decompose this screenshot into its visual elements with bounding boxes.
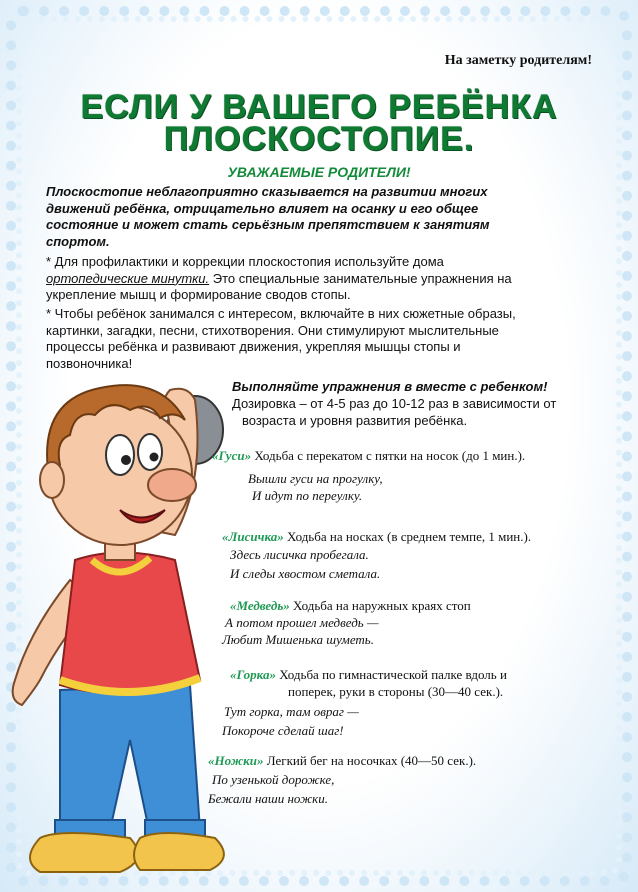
exercise-description: Ходьба по гимнастической палке вдоль и	[275, 667, 507, 682]
exercise-name: «Горка»	[230, 667, 276, 682]
exercise-fox	[222, 528, 622, 582]
poem-line: Покороче сделай шаг!	[222, 723, 344, 738]
paragraph-line: * Чтобы ребёнок занимался с интересом, включайте в них сюжетные образы,	[46, 306, 516, 321]
exercise-line: поперек, руки в стороны (30—40 сек.).	[288, 684, 504, 699]
dosage	[232, 396, 612, 429]
intro-line: спортом.	[46, 233, 110, 249]
poem-line: Тут горка, там овраг —	[224, 704, 359, 719]
exercises-title: Выполняйте упражнения в вместе с ребенком!	[232, 379, 548, 394]
exercise-bear	[222, 597, 622, 648]
exercise-name: «Медведь»	[230, 598, 290, 613]
intro-line: движений ребёнка, отрицательно влияет на осанку и его общее	[46, 200, 479, 216]
exercise-line	[212, 447, 612, 464]
exercise-description: Ходьба с перекатом с пятки на носок (до 1 мин.).	[251, 448, 526, 463]
paragraph-line: позвоночника!	[46, 355, 133, 371]
dosage-line: Дозировка – от 4-5 раз до 10-12 раз в зависимости от	[232, 396, 557, 411]
exercise-name: «Лисичка»	[222, 529, 284, 544]
exercise-name: «Ножки»	[208, 753, 264, 768]
paragraph-prevention	[46, 254, 586, 304]
header-note: На заметку родителям!	[444, 53, 592, 68]
poem-line: Бежали наши ножки.	[208, 791, 329, 806]
exercise-line	[222, 528, 622, 545]
poem-line: И следы хвостом сметала.	[230, 566, 381, 581]
exercise-description: Ходьба на наружных краях стоп	[289, 598, 471, 613]
paragraph-line: процессы ребёнка и развивают движения, укрепляя мышцы стопы и	[46, 339, 461, 354]
exercise-line	[222, 597, 622, 614]
exercise-name: «Гуси»	[212, 448, 252, 463]
poem-line: Вышли гуси на прогулку,	[248, 471, 383, 486]
intro-paragraph	[46, 184, 566, 250]
poem-line: По узенькой дорожке,	[212, 772, 335, 787]
exercise-line	[208, 752, 608, 769]
paragraph-line: * Для профилактики и коррекции плоскостопия используйте дома	[46, 254, 444, 269]
dosage-line: возраста и уровня развития ребёнка.	[242, 412, 468, 428]
intro-line: состояние и может стать серьёзным препятствием к занятиям	[46, 217, 490, 232]
paragraph-line: картинки, загадки, песни, стихотворения. Они стимулируют мыслительные	[46, 322, 499, 338]
intro-line: Плоскостопие неблагоприятно сказывается на развитии многих	[46, 184, 488, 199]
poem-line: Здесь лисичка пробегала.	[230, 547, 369, 562]
paragraph-text: Это специальные занимательные упражнения на	[209, 270, 512, 286]
exercise-legs	[208, 752, 608, 807]
poem-line: Любит Мишенька шуметь.	[222, 632, 374, 647]
poem-line: И идут по переулку.	[252, 488, 363, 503]
title-line-1: ЕСЛИ У ВАШЕГО РЕБЁНКА	[80, 88, 558, 126]
exercise-description: Ходьба на носках (в среднем темпе, 1 мин.).	[283, 529, 532, 544]
exercise-hill	[218, 666, 618, 739]
subtitle: УВАЖАЕМЫЕ РОДИТЕЛИ!	[227, 164, 411, 180]
exercise-line	[218, 666, 618, 683]
paragraph-line	[46, 271, 586, 288]
exercise-geese	[212, 447, 612, 504]
boy-illustration	[0, 360, 260, 892]
paragraph-line: укрепление мышц и формирование сводов стопы.	[46, 287, 351, 302]
exercise-description: Легкий бег на носочках (40—50 сек.).	[263, 753, 477, 768]
title-line-2: ПЛОСКОСТОПИЕ.	[163, 120, 475, 158]
poem-line: А потом прошел медведь —	[225, 615, 379, 630]
orthopedic-minutes-text: ортопедические минутки.	[46, 270, 210, 286]
